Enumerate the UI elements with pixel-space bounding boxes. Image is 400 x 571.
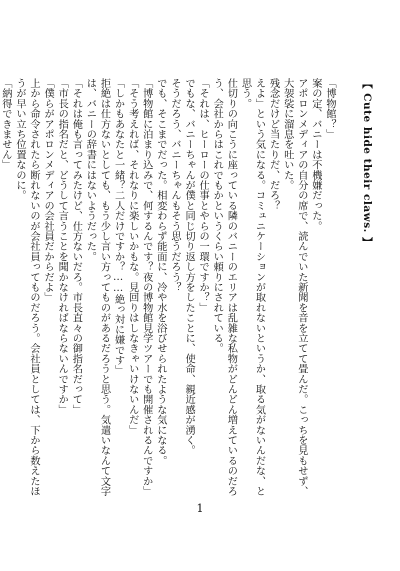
- paragraph: 「納得できません」: [0, 78, 11, 170]
- paragraph: 「しかもあなたと一緒？二人だけですか？……絶っ対に嫌です」: [112, 78, 124, 376]
- paragraph: でも、そこまでだった。相変わらず能面に、冷や水を浴びせられたような気になる。: [154, 78, 166, 466]
- paragraph: 「そう考えれば、それなりに楽しいかもな。見回りはしなきゃいけないんだ」: [126, 78, 138, 435]
- document-title: 【 Cute hide their claws. 】: [361, 78, 373, 248]
- paragraph: 「それは、ヒーローの仕事とやらの一環ですか？」: [197, 78, 209, 313]
- paragraph: 残念だけど当たりだ、だろ？: [267, 78, 279, 211]
- paragraph: 「博物館？」: [324, 78, 335, 140]
- page-number: 1: [196, 502, 204, 515]
- paragraph: 仕切りの向こうに座っている隣のバニーのエリアは乱雑な私物がどんどん増えているのだろう、会社からはこれでもかというくらい頼りにされている。: [211, 78, 237, 497]
- paragraph: アポロンメディアの自分の席で、読んでいた新聞を音を立てて畳んだ。こっちを見もせず、大袈裟に溜息を吐いた。: [281, 78, 307, 497]
- paragraph: 「博物館に泊まり込みで、何するんです？夜の博物館見学ツアーでも開催されるんですか」: [140, 78, 152, 497]
- paragraph: 案の定、バニーは不機嫌だった。: [309, 78, 321, 231]
- body-text: [0, 78, 336, 498]
- paragraph: 「市長の指名だと、どうして言うことを聞かなければならないんですか」: [56, 78, 68, 415]
- paragraph: えよ」という気になる。コミュニケーションが取れないというか、取る気がないんだな、と思う。: [239, 78, 265, 497]
- paragraph: 「僕らがアポロンメディアの会社員だからだよ」: [42, 78, 54, 303]
- paragraph: 「それは俺も言ってみたけど、仕方ないだろ。市長直々の御指名だって」: [70, 78, 82, 415]
- paragraph: 上から命令されたら断れないのが会社員ってものだろう。会社員としては、下から数えたほうが早い立ち位置なのに。: [13, 78, 40, 497]
- paragraph: でもな、バニーちゃんが僕と同じ切り返し方をしたことに、使命、親近感が湧く。: [183, 78, 195, 456]
- paragraph: そうだろう、バニーちゃんもそう思うだろう？: [168, 78, 180, 293]
- paragraph: 拒絶は仕方ないとしても、もう少し言い方ってものがあるだろうと思う。気遣いなんて文字は、バニーの辞書にはないようだった。: [84, 78, 110, 497]
